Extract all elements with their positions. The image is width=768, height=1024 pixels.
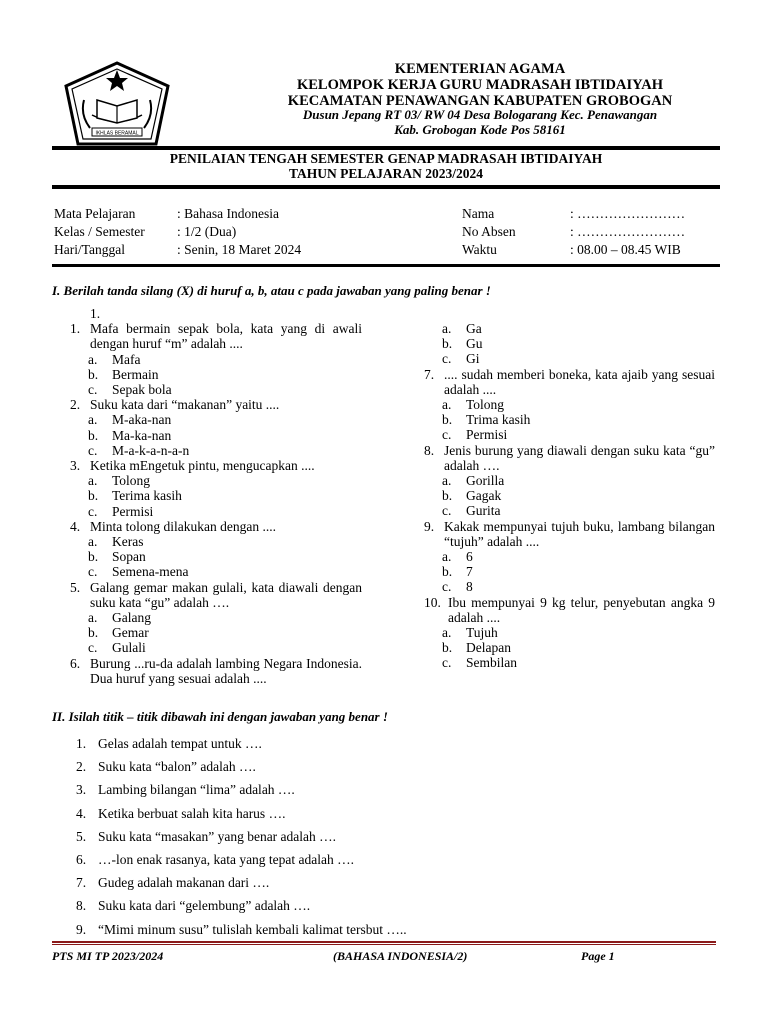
fill-item: 8. Suku kata dari “gelembung” adalah …. (76, 898, 311, 914)
section1-heading: I. Berilah tanda silang (X) di huruf a, b, atau c pada jawaban yang paling benar ! (52, 283, 491, 298)
option: a. M-aka-nan (88, 412, 172, 428)
header-divider (52, 146, 720, 150)
info-right (462, 205, 685, 259)
address-line2: Kab. Grobogan Kode Pos 58161 (394, 122, 566, 137)
footer-rule-bottom (52, 944, 716, 945)
option: c. Sepak bola (88, 382, 172, 398)
question-2: 2. Suku kata dari “makanan” yaitu .... (70, 397, 280, 413)
question-9: 9. Kakak mempunyai tujuh buku, lambang bilangan “tujuh” adalah .... (424, 518, 715, 549)
option: c. Semena-mena (88, 564, 189, 580)
svg-text:IKHLAS BERAMAL: IKHLAS BERAMAL (95, 130, 139, 137)
option: a. 6 (442, 549, 473, 565)
option: b. Ma-ka-nan (88, 427, 172, 443)
option: c. Gurita (442, 503, 501, 519)
stray-number: 1. (90, 306, 101, 321)
kkg-name: KELOMPOK KERJA GURU MADRASAH IBTIDAIYAH (296, 77, 664, 93)
address-line1: Dusun Jepang RT 03/ RW 04 Desa Bologarang Kec. Penawangan (302, 107, 658, 122)
question-7: 7. .... sudah memberi boneka, kata ajaib yang sesuai adalah .... (424, 366, 715, 397)
question-4: 4. Minta tolong dilakukan dengan .... (70, 518, 276, 534)
title-divider (52, 185, 720, 189)
info-row: Kelas / Semester : 1/2 (Dua) (54, 224, 237, 239)
question-3: 3. Ketika mEngetuk pintu, mengucapkan .... (70, 458, 315, 474)
option: a. Tolong (442, 397, 505, 413)
exam-title: PENILAIAN TENGAH SEMESTER GENAP MADRASAH IBTIDAIYAH (169, 151, 603, 166)
option: a. Gorilla (442, 473, 505, 489)
footer-page-number: Page 1 (581, 949, 615, 963)
fill-item: 5. Suku kata “masakan” yang benar adalah …. (76, 828, 337, 844)
question-1: 1. Mafa bermain sepak bola, kata yang di awali dengan huruf “m” adalah .... (70, 321, 362, 352)
option: a. Ga (442, 321, 482, 336)
option: b. Bermain (88, 366, 159, 382)
option: c. M-a-k-a-n-a-n (88, 442, 190, 458)
footer-rule-top (52, 941, 716, 943)
info-row: Waktu : 08.00 – 08.45 WIB (462, 242, 681, 257)
option: c. Sembilan (442, 655, 517, 671)
info-row: Hari/Tanggal : Senin, 18 Maret 2024 (54, 242, 302, 257)
option: b. Gu (442, 336, 483, 352)
option: b. Sopan (88, 549, 146, 565)
info-left (54, 205, 301, 259)
option: a. Tujuh (442, 625, 498, 641)
question-10: 10. Ibu mempunyai 9 kg telur, penyebutan angka 9 adalah .... (424, 594, 715, 625)
fill-item: 2. Suku kata “balon” adalah …. (76, 759, 256, 775)
option: b. 7 (442, 564, 473, 580)
option: b. Terima kasih (88, 488, 182, 504)
footer-subject: (BAHASA INDONESIA/2) (333, 949, 468, 963)
fill-item: 4. Ketika berbuat salah kita harus …. (76, 805, 286, 821)
option: a. Keras (88, 534, 144, 550)
option: b. Gemar (88, 625, 149, 641)
section1-right-column (424, 321, 715, 671)
option: c. Gi (442, 351, 480, 367)
kemenag-logo (62, 60, 172, 148)
fill-item: 3. Lambing bilangan “lima” adalah …. (76, 782, 295, 798)
option: c. 8 (442, 579, 473, 595)
question-6: 6. Burung ...ru-da adalah lambing Negara Indonesia. Dua huruf yang sesuai adalah .... (70, 655, 362, 686)
option: b. Delapan (442, 640, 511, 656)
option: c. Gulali (88, 640, 146, 656)
option: a. Tolong (88, 473, 151, 489)
fill-item: 7. Gudeg adalah makanan dari …. (76, 875, 270, 891)
district-name: KECAMATAN PENAWANGAN KABUPATEN GROBOGAN (287, 93, 673, 109)
info-row: Nama : …………………… (462, 206, 686, 221)
question-5: 5. Galang gemar makan gulali, kata diawali dengan suku kata “gu” adalah …. (70, 579, 362, 610)
question-8: 8. Jenis burung yang diawali dengan suku kata “gu” adalah …. (424, 442, 715, 473)
fill-item: 9. “Mimi minum susu” tulislah kembali kalimat tersbut ….. (76, 921, 407, 937)
info-row: Mata Pelajaran : Bahasa Indonesia (54, 206, 279, 221)
info-row: No Absen : …………………… (462, 224, 686, 239)
section2-heading: II. Isilah titik – titik dibawah ini dengan jawaban yang benar ! (52, 709, 388, 724)
option: a. Mafa (88, 351, 141, 367)
option: b. Trima kasih (442, 412, 531, 428)
fill-item: 1. Gelas adalah tempat untuk …. (76, 736, 262, 751)
option: b. Gagak (442, 488, 502, 504)
fill-item: 6. …-lon enak rasanya, kata yang tepat adalah …. (76, 852, 355, 868)
option: a. Galang (88, 610, 151, 626)
option: c. Permisi (88, 503, 154, 519)
ministry-name: KEMENTERIAN AGAMA (394, 61, 566, 77)
info-divider (52, 264, 720, 267)
section1-left-column (70, 306, 362, 686)
section2-list (52, 732, 720, 941)
academic-year: TAHUN PELAJARAN 2023/2024 (288, 166, 483, 181)
footer-exam-label: PTS MI TP 2023/2024 (52, 949, 164, 963)
option: c. Permisi (442, 427, 508, 443)
